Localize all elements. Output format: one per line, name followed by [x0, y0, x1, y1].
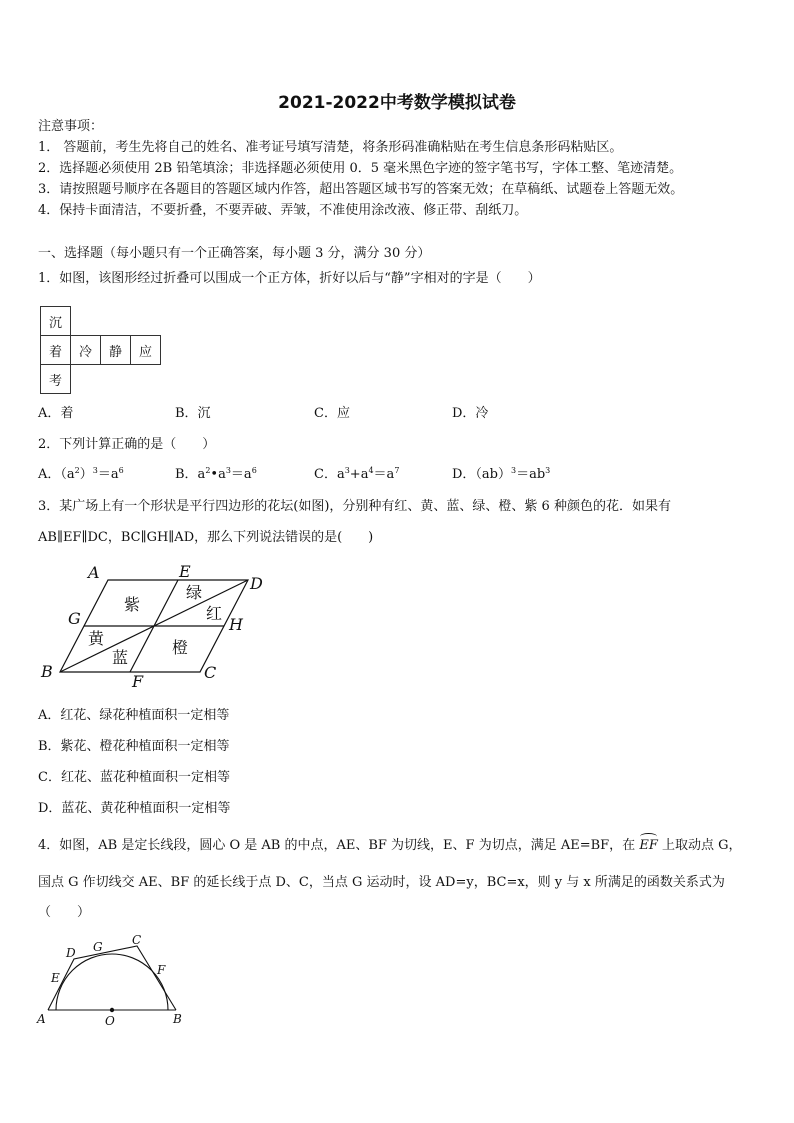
label-f: F	[157, 963, 166, 977]
label-o: O	[105, 1014, 115, 1028]
net-cell-top: 沉	[41, 307, 71, 336]
net-cell: 静	[101, 336, 131, 365]
net-cell-bottom: 考	[41, 365, 71, 394]
q2-option-d: D．$(ab)^3=ab^3$	[452, 466, 551, 482]
label-b: B	[41, 662, 53, 681]
q2-option-b: B．$a^2•a^3=a^6$	[175, 466, 257, 482]
q2-option-c: C．$a^3+a^4=a^7$	[314, 466, 400, 482]
q2-stem: 2．下列计算正确的是（ ）	[38, 437, 216, 452]
label-a: A	[88, 563, 100, 582]
net-cell: 冷	[71, 336, 101, 365]
label-g: G	[93, 940, 103, 954]
q3-option-a: A．红花、绿花种植面积一定相等	[38, 708, 230, 723]
label-a: A	[37, 1012, 46, 1026]
label-h: H	[229, 615, 243, 634]
q4-stem-line3: （ ）	[38, 905, 91, 920]
q1-stem: 1．如图，该图形经过折叠可以围成一个正方体，折好以后与“静”字相对的字是（ ）	[38, 271, 541, 286]
label-g: G	[68, 609, 81, 628]
q4-stem-line1: 4．如图，AB 是定长线段，圆心 O 是 AB 的中点，AE、BF 为切线，E、F 为切点，满足 AE=BF，在 EF 上取动点 G，	[38, 837, 742, 855]
arc-ef-symbol: EF	[639, 837, 658, 855]
notice-item-1: 1． 答题前，考生先将自己的姓名、准考证号填写清楚，将条形码准确粘贴在考生信息条形码粘贴区。	[38, 140, 623, 155]
label-f: F	[132, 672, 144, 691]
label-c: C	[132, 933, 142, 947]
q1-option-c: C．应	[314, 406, 350, 421]
region-orange: 橙	[172, 638, 189, 657]
cube-net	[40, 306, 161, 394]
page-title: 2021-2022中考数学模拟试卷	[278, 93, 516, 113]
notice-item-4: 4．保持卡面清洁，不要折叠，不要弄破、弄皱，不准使用涂改液、修正带、刮纸刀。	[38, 203, 528, 218]
q3-option-b: B．紫花、橙花种植面积一定相等	[38, 739, 230, 754]
label-c: C	[204, 663, 217, 682]
region-green: 绿	[186, 583, 203, 602]
region-yellow: 黄	[88, 629, 105, 648]
notice-heading: 注意事项：	[38, 119, 104, 134]
net-cell: 着	[41, 336, 71, 365]
region-red: 红	[206, 604, 223, 623]
region-blue: 蓝	[112, 648, 129, 667]
region-purple: 紫	[124, 595, 141, 614]
label-d: D	[66, 946, 76, 960]
section-heading: 一、选择题（每小题只有一个正确答案，每小题 3 分，满分 30 分）	[38, 246, 431, 261]
parallelogram-figure	[36, 562, 276, 692]
net-cell: 应	[131, 336, 161, 365]
q4-stem-line2: 国点 G 作切线交 AE、BF 的延长线于点 D、C，当点 G 运动时，设 AD=y，BC=x，则 y 与 x 所满足的函数关系式为	[38, 875, 725, 890]
q3-stem-line1: 3．某广场上有一个形状是平行四边形的花坛(如图)，分别种有红、黄、蓝、绿、橙、紫 6 种颜色的花．如果有	[38, 499, 671, 514]
q2-option-a: A．$(a^2)^3=a^6$	[38, 466, 124, 482]
q1-option-b: B．沉	[175, 406, 211, 421]
notice-item-3: 3．请按照题号顺序在各题目的答题区域内作答，超出答题区域书写的答案无效；在草稿纸、试题卷上答题无效。	[38, 182, 684, 197]
q1-option-d: D．冷	[452, 406, 489, 421]
label-d: D	[250, 574, 263, 593]
label-b: B	[173, 1012, 182, 1026]
notice-item-2: 2．选择题必须使用 2B 铅笔填涂；非选择题必须使用 0．5 毫米黑色字迹的签字笔书写，字体工整、笔迹清楚。	[38, 161, 683, 176]
q3-stem-line2: AB∥EF∥DC，BC∥GH∥AD，那么下列说法错误的是( )	[38, 530, 374, 545]
q3-option-d: D．蓝花、黄花种植面积一定相等	[38, 801, 231, 816]
center-point	[110, 1008, 114, 1012]
label-e: E	[179, 562, 191, 581]
semicircle-figure	[34, 932, 184, 1028]
q1-option-a: A．着	[38, 406, 74, 421]
q3-option-c: C．红花、蓝花种植面积一定相等	[38, 770, 230, 785]
label-e: E	[51, 971, 60, 985]
